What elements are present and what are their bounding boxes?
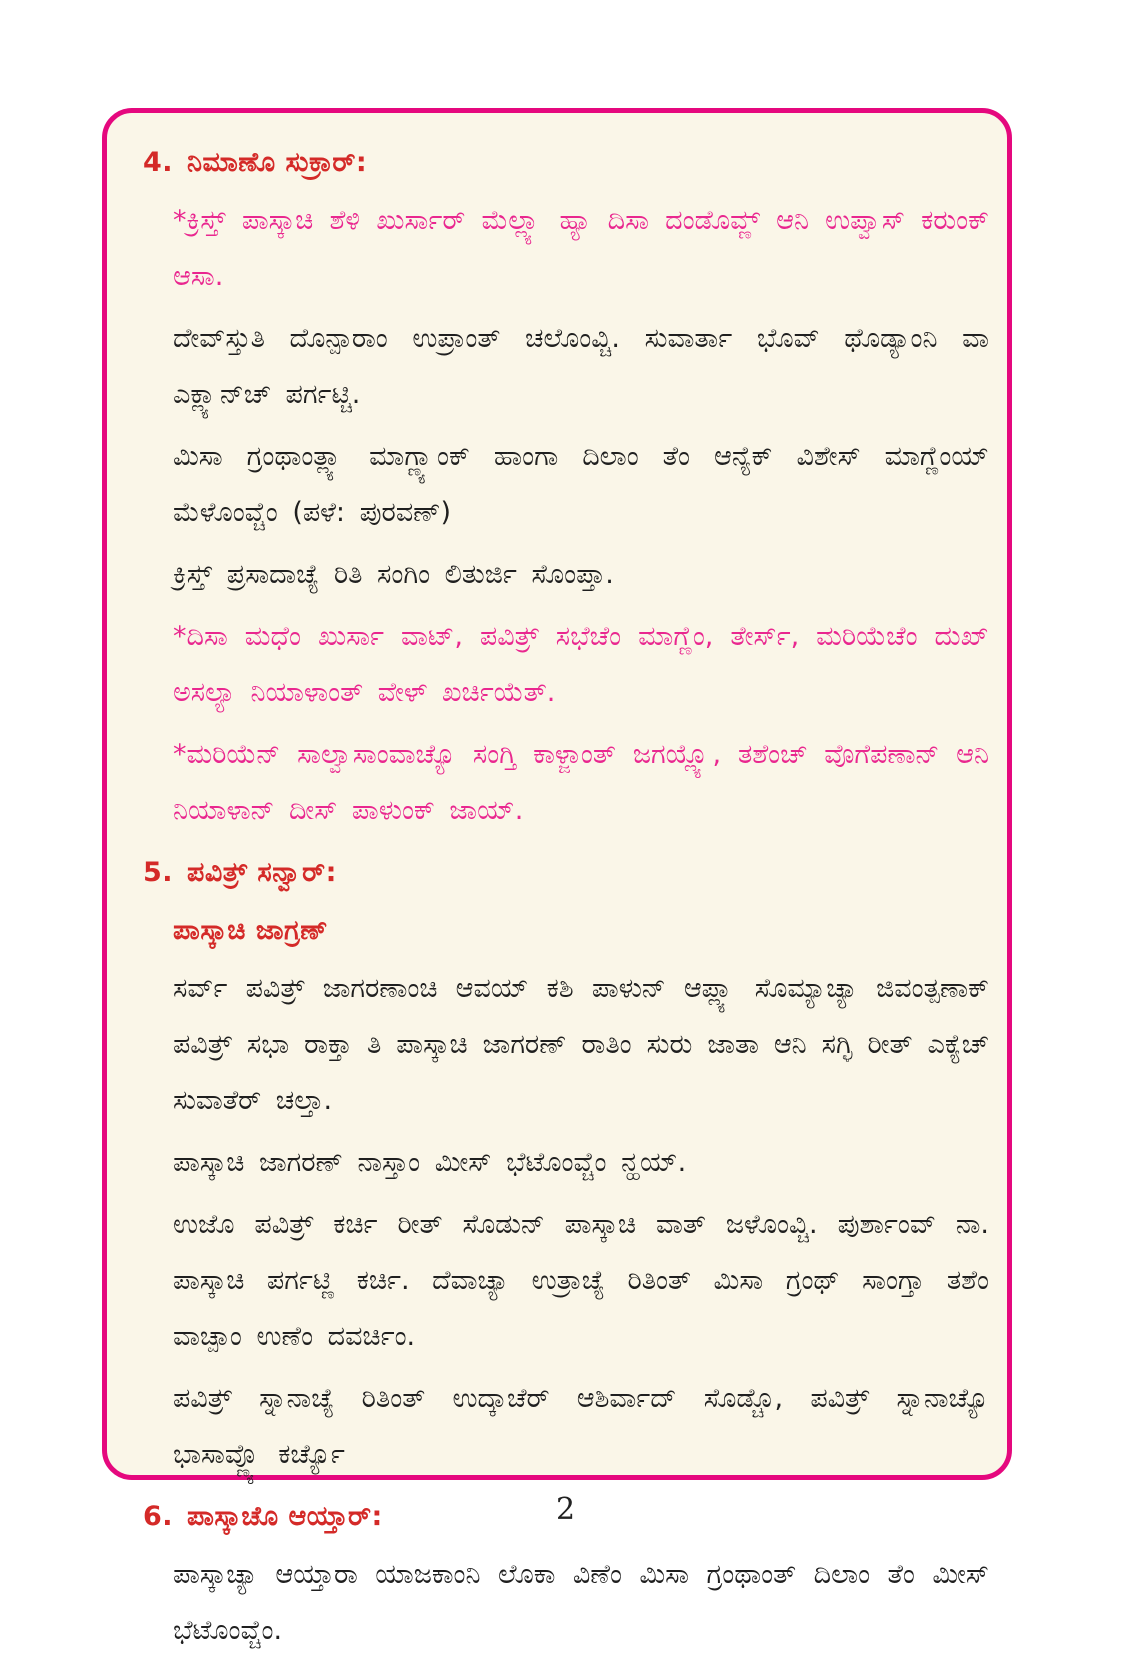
page-number: 2	[555, 1492, 576, 1527]
body-paragraph: ಪಾಸ್ಕಾಚ್ಯಾ ಆಯ್ತಾರಾ ಯಾಜಕಾಂನಿ ಲೊಕಾ ವಿಣೆಂ ಮಿಸಾ ಗ್ರಂಥಾಂತ್ ದಿಲಾಂ ತೆಂ ಮೀಸ್ ಭೆಟೊಂವ್ಚೆಂ.	[173, 1559, 989, 1646]
emphasis-paragraph: *ಮರಿಯೆನ್ ಸಾಲ್ವಾಸಾಂವಾಚ್ಯೊ ಸಂಗ್ತಿ ಕಾಳ್ಜಾಂತ್ ಜಗಯ್ಲ್ಯೊ, ತಶೆಂಚ್ ವೊಗೆಪಣಾನ್ ಆನಿ ನಿಯಾಳಾನ್ ದೀಸ್ ಪಾಳುಂಕ್ ಜಾಯ್.	[173, 739, 989, 826]
section-5-heading	[143, 845, 989, 901]
section-4-heading	[143, 135, 989, 191]
content-frame	[102, 108, 1012, 1646]
section-5-subheading: ಪಾಸ್ಕಾಚಿ ಜಾಗ್ರಣ್	[173, 915, 329, 946]
section-number: 5.	[143, 857, 174, 888]
body-paragraph: ಕ್ರಿಸ್ತ್ ಪ್ರಸಾದಾಚ್ಯೆ ರಿತಿ ಸಂಗಿಂ ಲಿತುರ್ಜಿ ಸೊಂಪ್ತಾ.	[173, 559, 614, 590]
body-paragraph: ಪಾಸ್ಕಾಚಿ ಜಾಗರಣ್ ನಾಸ್ತಾಂ ಮೀಸ್ ಭೆಟೊಂವ್ಚೆಂ ನ್ಹಯ್.	[173, 1147, 687, 1178]
section-5	[143, 845, 989, 1483]
body-paragraph: ಮಿಸಾ ಗ್ರಂಥಾಂತ್ಲ್ಯಾ ಮಾಗ್ಣ್ಯಾಂಕ್ ಹಾಂಗಾ ದಿಲಾಂ ತೆಂ ಆನ್ಯೆಕ್ ವಿಶೇಸ್ ಮಾಗ್ಣೆಂಯ್ ಮೆಳೊಂವ್ಚೆಂ (ಪಳೆ: ಪುರವಣ್)	[173, 441, 989, 528]
body-paragraph: ಉಜೊ ಪವಿತ್ರ್ ಕರ್ಚಿ ರೀತ್ ಸೊಡುನ್ ಪಾಸ್ಕಾಚಿ ವಾತ್ ಜಳೊಂವ್ಚಿ. ಪುರ್ಶಾಂವ್ ನಾ. ಪಾಸ್ಕಾಚಿ ಪರ್ಗಟ್ಣಿ ಕರ್ಚಿ. ದೆವಾಚ್ಯಾ ಉತ್ರಾಚ್ಯೆ ರಿತಿಂತ್ ಮಿಸಾ ಗ್ರಂಥ್ ಸಾಂಗ್ತಾ ತಶೆಂ ವಾಚ್ಪಾಂ ಉಣೆಂ ದವರ್ಚಿಂ.	[173, 1209, 989, 1352]
section-title: ನಿಮಾಣೊ ಸುಕ್ರಾರ್:	[187, 147, 368, 178]
body-paragraph: ಸರ್ವ್ ಪವಿತ್ರ್ ಜಾಗರಣಾಂಚಿ ಆವಯ್ ಕಶಿ ಪಾಳುನ್ ಆಪ್ಲ್ಯಾ ಸೊಮ್ಯಾಚ್ಯಾ ಜಿವಂತ್ಪಣಾಕ್ ಪವಿತ್ರ್ ಸಭಾ ರಾಕ್ತಾ ತಿ ಪಾಸ್ಕಾಚಿ ಜಾಗರಣ್ ರಾತಿಂ ಸುರು ಜಾತಾ ಆನಿ ಸಗ್ಳಿ ರೀತ್ ಎಕ್ಯೆಚ್ ಸುವಾತೆರ್ ಚಲ್ತಾ.	[173, 973, 989, 1116]
emphasis-paragraph: *ಕ್ರಿಸ್ತ್ ಪಾಸ್ಕಾಚಿ ಶೆಳಿ ಖುರ್ಸಾರ್ ಮೆಲ್ಲ್ಯಾ ಹ್ಯಾ ದಿಸಾ ದಂಡೊವ್ಣ್ ಆನಿ ಉಪ್ವಾಸ್ ಕರುಂಕ್ ಆಸಾ.	[173, 205, 989, 292]
body-paragraph: ದೇವ್‌ಸ್ತುತಿ ದೊನ್ಪಾರಾಂ ಉಪ್ರಾಂತ್ ಚಲೊಂವ್ಚಿ. ಸುವಾರ್ತಾ ಭೊವ್ ಥೊಡ್ಯಾಂನಿ ವಾ ಎಕ್ಲ್ಯಾನ್‌ಚ್ ಪರ್ಗಟ್ಚಿ.	[173, 323, 989, 410]
section-number: 6.	[143, 1501, 174, 1532]
body-paragraph: ಪವಿತ್ರ್ ಸ್ನಾನಾಚ್ಯೆ ರಿತಿಂತ್ ಉದ್ಕಾಚೆರ್ ಆಶಿರ್ವಾದ್ ಸೊಡ್ಚೊ, ಪವಿತ್ರ್ ಸ್ನಾನಾಚ್ಯೊ ಭಾಸಾವ್ಣ್ಯೊ ಕರ್ಚ್ಯೊ	[173, 1383, 989, 1470]
section-title: ಪವಿತ್ರ್ ಸನ್ವಾರ್:	[187, 857, 337, 888]
section-4	[143, 135, 989, 839]
section-number: 4.	[143, 147, 174, 178]
section-title: ಪಾಸ್ಕಾಚೊ ಆಯ್ತಾರ್:	[187, 1501, 383, 1532]
emphasis-paragraph: *ದಿಸಾ ಮಧೆಂ ಖುರ್ಸಾ ವಾಟ್, ಪವಿತ್ರ್ ಸಭೆಚೆಂ ಮಾಗ್ಣೆಂ, ತೇರ್ಸ್, ಮರಿಯೆಚೆಂ ದುಖ್ ಅಸಲ್ಯಾ ನಿಯಾಳಾಂತ್ ವೇಳ್ ಖರ್ಚಿಯೆತ್.	[173, 621, 989, 708]
